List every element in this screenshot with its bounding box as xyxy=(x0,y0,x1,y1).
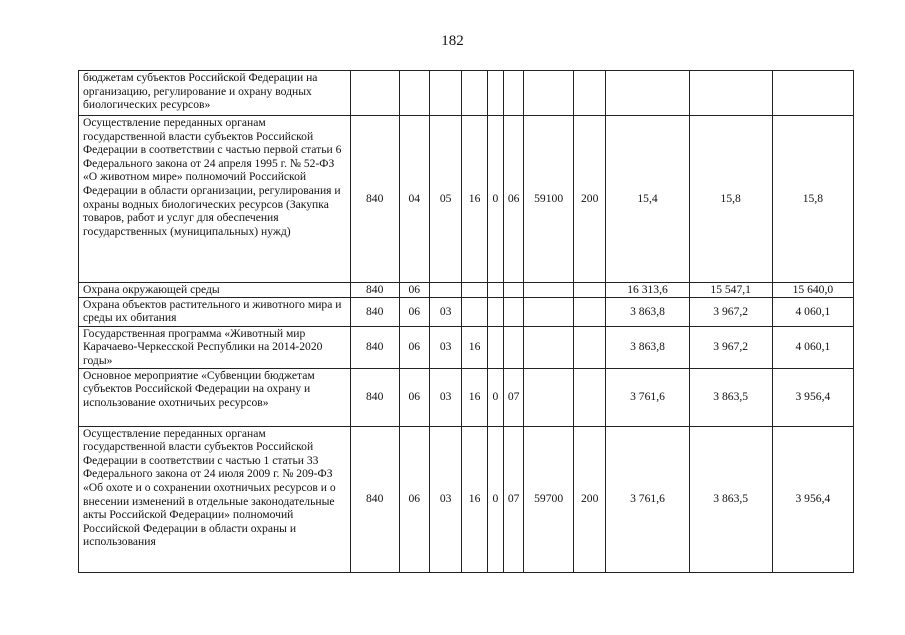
row-value-cell: 840 xyxy=(350,297,399,326)
row-value-cell: 3 956,4 xyxy=(772,426,853,572)
row-value-cell: 0 xyxy=(487,426,503,572)
row-value-cell xyxy=(487,71,503,116)
row-value-cell: 3 761,6 xyxy=(606,426,689,572)
row-value-cell xyxy=(487,326,503,368)
row-value-cell: 3 967,2 xyxy=(689,297,772,326)
row-value-cell xyxy=(524,297,574,326)
row-name-cell: Основное мероприятие «Субвенции бюджетам субъектов Российской Федерации на охрану и использование охотничьих ресурсов» xyxy=(79,368,351,426)
row-value-cell: 03 xyxy=(429,426,461,572)
row-value-cell: 840 xyxy=(350,326,399,368)
table-row xyxy=(79,426,854,572)
row-value-cell: 15,8 xyxy=(772,116,853,283)
row-value-cell xyxy=(350,71,399,116)
row-value-cell: 840 xyxy=(350,426,399,572)
row-value-cell: 3 956,4 xyxy=(772,368,853,426)
row-value-cell xyxy=(487,283,503,298)
row-value-cell xyxy=(462,71,487,116)
row-value-cell: 06 xyxy=(399,326,429,368)
row-name-cell: бюджетам субъектов Российской Федерации на организацию, регулирование и охрану водных биологических ресурсов» xyxy=(79,71,351,116)
row-value-cell: 03 xyxy=(429,326,461,368)
table-row xyxy=(79,326,854,368)
row-value-cell: 840 xyxy=(350,283,399,298)
row-value-cell: 200 xyxy=(573,426,605,572)
row-name-cell: Охрана окружающей среды xyxy=(79,283,351,298)
table-row xyxy=(79,297,854,326)
row-value-cell: 16 xyxy=(462,426,487,572)
row-value-cell: 59100 xyxy=(524,116,574,283)
row-value-cell: 15 640,0 xyxy=(772,283,853,298)
row-value-cell xyxy=(429,71,461,116)
row-value-cell xyxy=(524,368,574,426)
row-value-cell: 15 547,1 xyxy=(689,283,772,298)
row-name-cell: Охрана объектов растительного и животного мира и среды их обитания xyxy=(79,297,351,326)
row-value-cell: 4 060,1 xyxy=(772,326,853,368)
row-value-cell xyxy=(503,283,523,298)
row-value-cell: 03 xyxy=(429,297,461,326)
table-body xyxy=(79,71,854,573)
row-value-cell: 4 060,1 xyxy=(772,297,853,326)
budget-table xyxy=(78,70,854,573)
row-value-cell: 840 xyxy=(350,368,399,426)
row-name-cell: Осуществление переданных органам государственной власти субъектов Российской Федерации в соответствии с частью 1 статьи 33 Федерального закона от 24 июля 2009 г. № 209-ФЗ «Об охоте и о сохранении охотничьих ресурсов и о внесении изменений в отдельные законодательные акты Российской Федерации» полномочий Российской Федерации в области охраны и использования xyxy=(79,426,351,572)
row-value-cell xyxy=(689,71,772,116)
row-value-cell: 06 xyxy=(503,116,523,283)
row-value-cell xyxy=(573,71,605,116)
row-value-cell: 0 xyxy=(487,116,503,283)
row-value-cell: 3 863,5 xyxy=(689,368,772,426)
row-value-cell: 0 xyxy=(487,368,503,426)
row-value-cell: 3 761,6 xyxy=(606,368,689,426)
row-value-cell: 840 xyxy=(350,116,399,283)
row-value-cell: 3 863,5 xyxy=(689,426,772,572)
row-value-cell: 16 xyxy=(462,368,487,426)
row-value-cell: 3 967,2 xyxy=(689,326,772,368)
row-value-cell xyxy=(524,326,574,368)
row-value-cell xyxy=(606,71,689,116)
row-value-cell: 05 xyxy=(429,116,461,283)
row-value-cell xyxy=(573,297,605,326)
row-value-cell xyxy=(429,283,461,298)
row-value-cell xyxy=(573,283,605,298)
table-row xyxy=(79,368,854,426)
row-value-cell: 04 xyxy=(399,116,429,283)
row-value-cell: 15,4 xyxy=(606,116,689,283)
table-row xyxy=(79,283,854,298)
row-value-cell: 06 xyxy=(399,297,429,326)
row-name-cell: Государственная программа «Животный мир Карачаево-Черкесской Республики на 2014-2020 годы» xyxy=(79,326,351,368)
row-value-cell: 06 xyxy=(399,283,429,298)
table-row xyxy=(79,116,854,283)
row-value-cell: 16 313,6 xyxy=(606,283,689,298)
row-value-cell xyxy=(503,297,523,326)
row-value-cell: 16 xyxy=(462,116,487,283)
row-value-cell: 15,8 xyxy=(689,116,772,283)
row-value-cell xyxy=(462,297,487,326)
row-value-cell: 06 xyxy=(399,426,429,572)
row-value-cell: 16 xyxy=(462,326,487,368)
row-value-cell xyxy=(462,283,487,298)
row-value-cell xyxy=(503,326,523,368)
row-value-cell: 07 xyxy=(503,368,523,426)
row-value-cell xyxy=(573,368,605,426)
row-value-cell xyxy=(524,283,574,298)
row-value-cell: 06 xyxy=(399,368,429,426)
row-name-cell: Осуществление переданных органам государственной власти субъектов Российской Федерации в соответствии с частью первой статьи 6 Федерального закона от 24 апреля 1995 г. № 52-ФЗ «О животном мире» полномочий Российской Федерации в области организации, регулирования и охраны водных биологических ресурсов (Закупка товаров, работ и услуг для обеспечения государственных (муниципальных) нужд) xyxy=(79,116,351,283)
row-value-cell xyxy=(503,71,523,116)
row-value-cell xyxy=(487,297,503,326)
row-value-cell: 3 863,8 xyxy=(606,297,689,326)
row-value-cell: 59700 xyxy=(524,426,574,572)
row-value-cell xyxy=(524,71,574,116)
row-value-cell: 200 xyxy=(573,116,605,283)
row-value-cell: 3 863,8 xyxy=(606,326,689,368)
row-value-cell: 03 xyxy=(429,368,461,426)
row-value-cell xyxy=(399,71,429,116)
page-number: 182 xyxy=(441,33,464,49)
row-value-cell xyxy=(573,326,605,368)
table-row xyxy=(79,71,854,116)
row-value-cell xyxy=(772,71,853,116)
row-value-cell: 07 xyxy=(503,426,523,572)
